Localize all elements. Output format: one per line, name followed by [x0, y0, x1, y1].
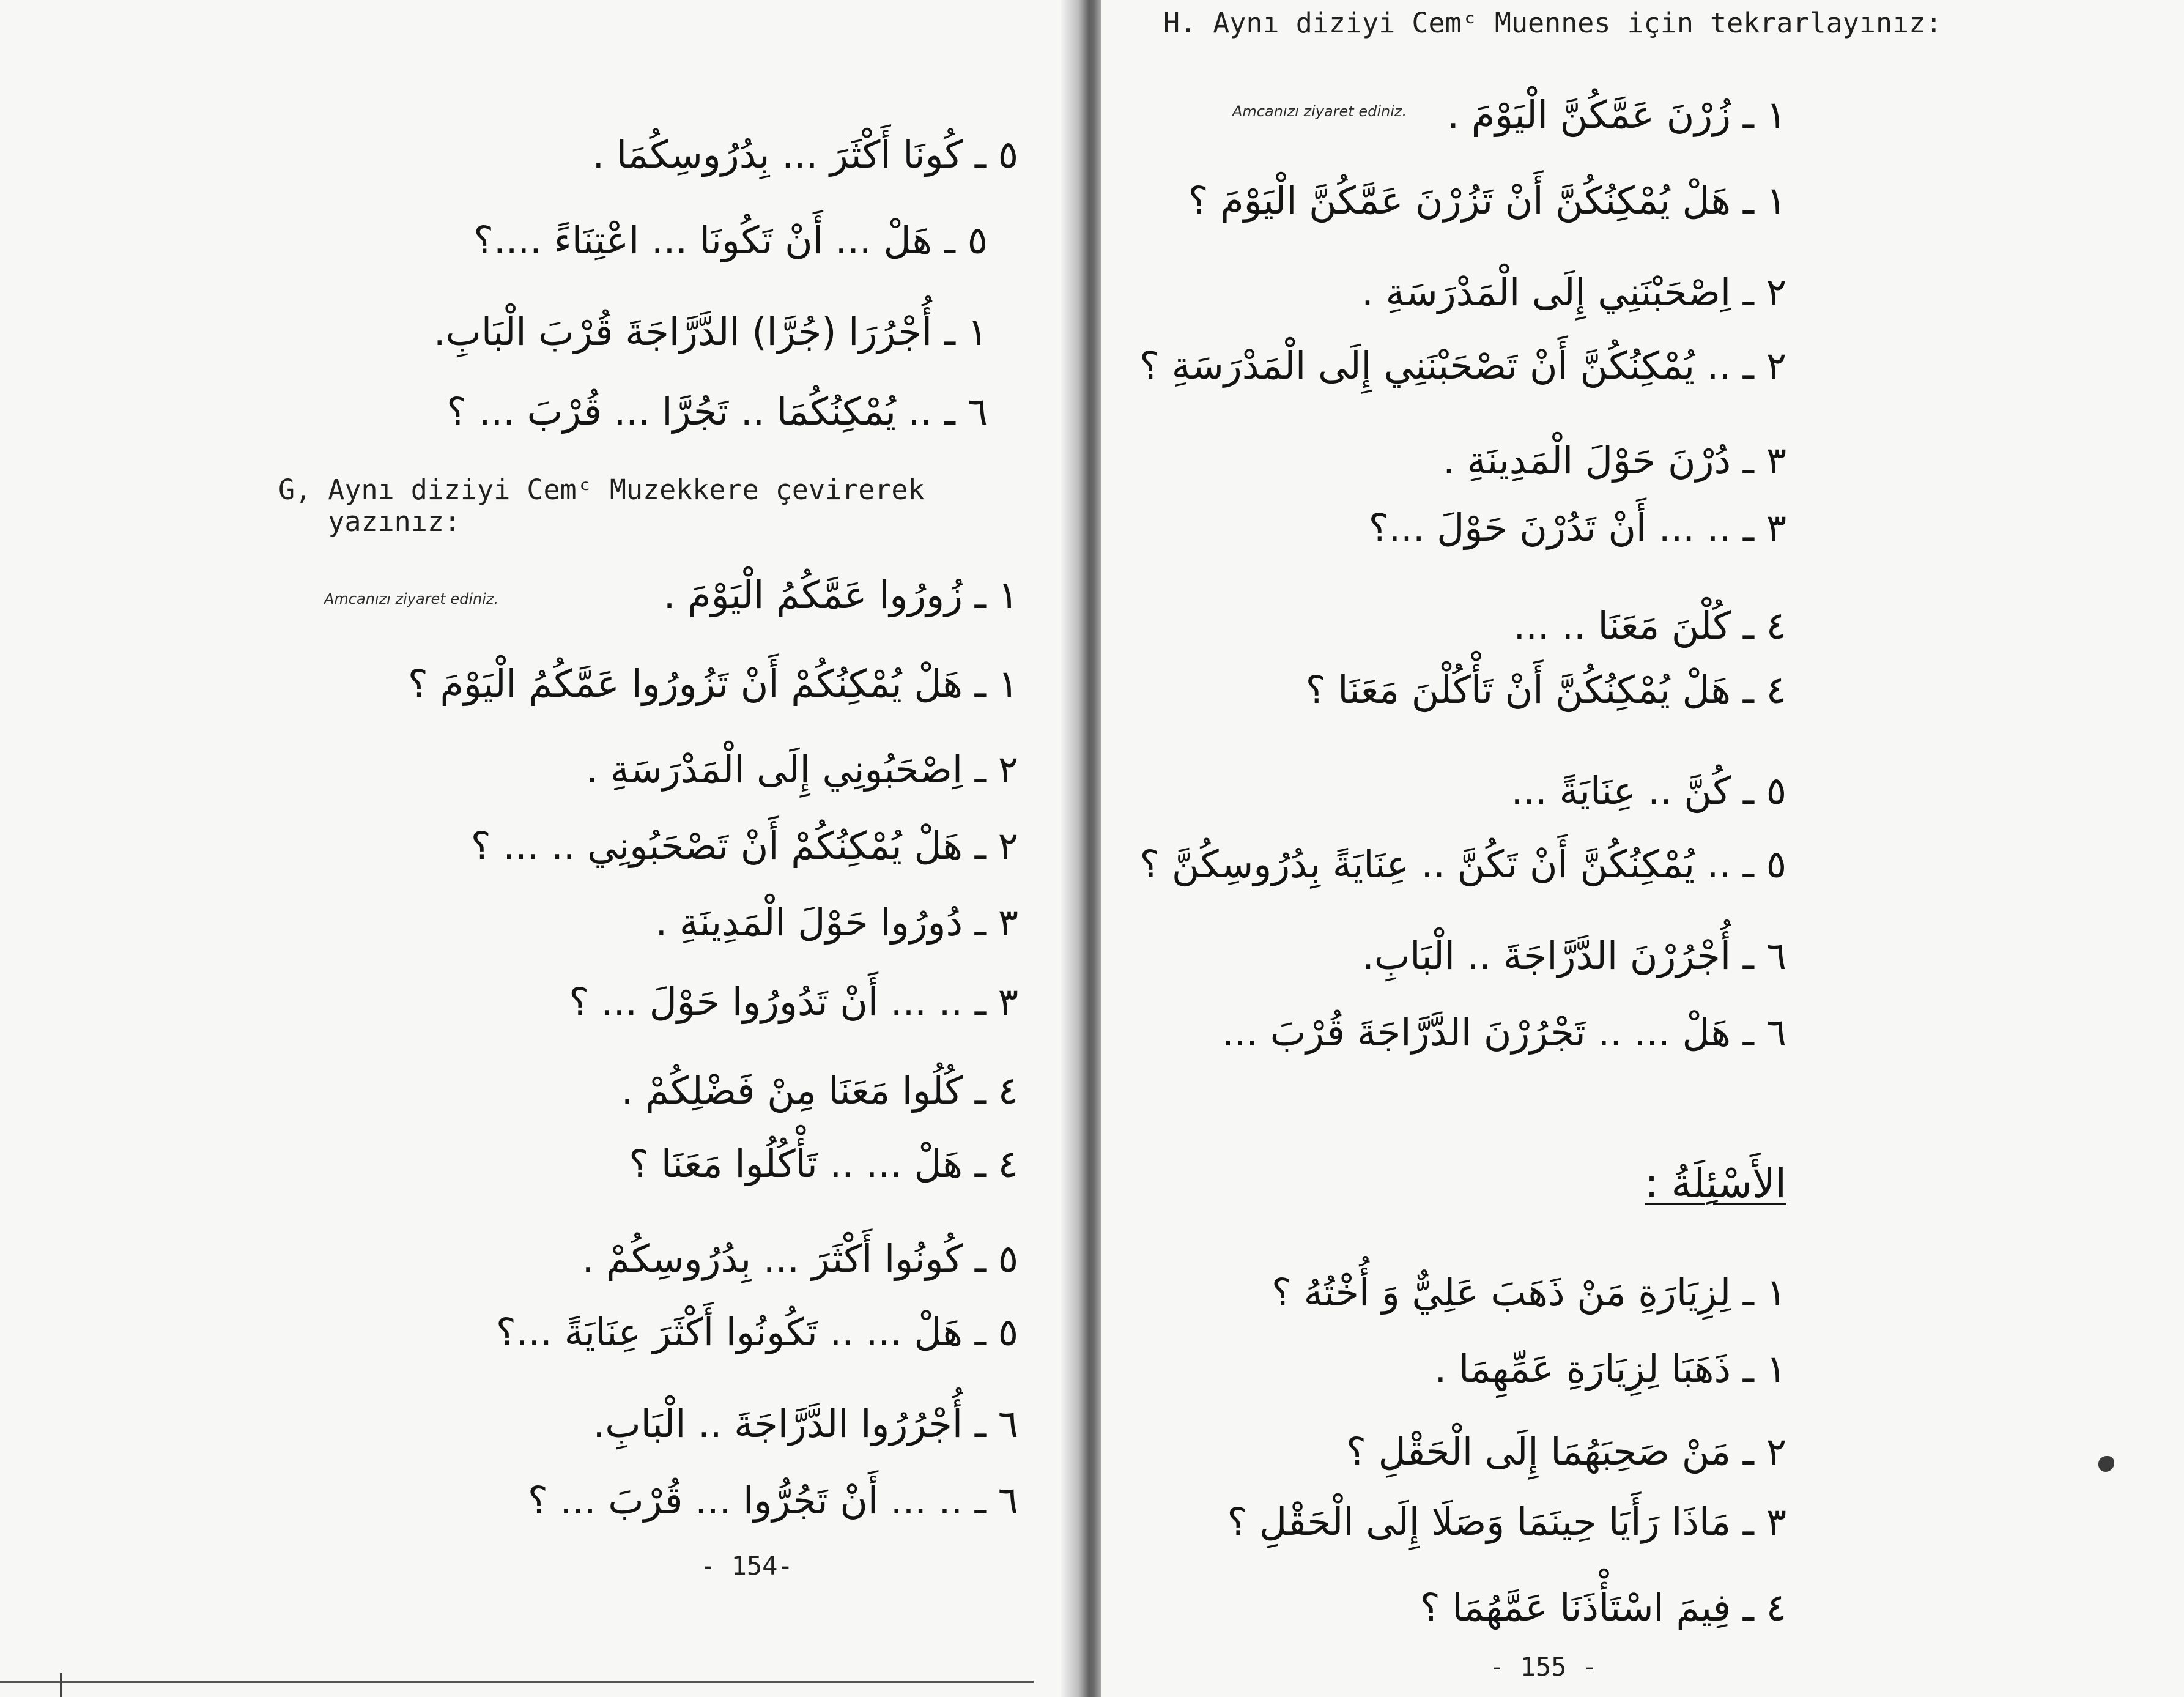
section-heading-g: G, Aynı diziyi Cemᶜ Muzekkere çevirerek yazınız: — [278, 473, 925, 538]
exercise-line: ١ ـ زُورُوا عَمَّكُمُ الْيَوْمَ . — [663, 573, 1018, 617]
exercise-line: ١ ـ زُرْنَ عَمَّكُنَّ الْيَوْمَ . — [1447, 92, 1786, 137]
right-page — [1101, 0, 2184, 1697]
exercise-line: ٦ ـ هَلْ ... .. تَجْرُرْنَ الدَّرَّاجَةَ قُرْبَ ... — [1221, 1010, 1786, 1055]
exercise-line: ٤ ـ كُلْنَ مَعَنَا .. ... — [1513, 603, 1786, 648]
exercise-line: ٣ ـ دُورُوا حَوْلَ الْمَدِينَةِ . — [655, 900, 1018, 945]
handwritten-note: Amcanızı ziyaret ediniz. — [1232, 103, 1407, 120]
exercise-line: ٦ ـ .. ... أَنْ تَجُرُّوا ... قُرْبَ ... ؟ — [527, 1478, 1018, 1523]
questions-title: الأَسْئِلَةُ : — [1645, 1160, 1786, 1207]
arabic-line: ٦ ـ .. يُمْكِنُكُمَا .. تَجُرَّا ... قُرْبَ ... ؟ — [446, 389, 988, 434]
exercise-line: ٦ ـ أُجْرُرْنَ الدَّرَّاجَةَ .. الْبَابِ. — [1362, 934, 1786, 978]
exercise-line: ٣ ـ .. ... أَنْ تَدُرْنَ حَوْلَ ...؟ — [1368, 505, 1786, 550]
question-line: ٢ ـ مَنْ صَحِبَهُمَا إِلَى الْحَقْلِ ؟ — [1346, 1429, 1786, 1474]
page-edge-line — [0, 1681, 1034, 1683]
page-number: - 155 - — [1489, 1652, 1598, 1682]
exercise-line: ٢ ـ هَلْ يُمْكِنُكُمْ أَنْ تَصْحَبُونِي .. ... ؟ — [470, 823, 1018, 868]
exercise-line: ٤ ـ كُلُوا مَعَنَا مِنْ فَضْلِكُمْ . — [621, 1068, 1018, 1113]
exercise-line: ٣ ـ دُرْنَ حَوْلَ الْمَدِينَةِ . — [1443, 438, 1786, 483]
exercise-line: ٢ ـ .. يُمْكِنُكُنَّ أَنْ تَصْحَبْنَنِي إِلَى الْمَدْرَسَةِ ؟ — [1139, 343, 1786, 388]
exercise-line: ٦ ـ أُجْرُرُوا الدَّرَّاجَةَ .. الْبَابِ. — [593, 1402, 1018, 1446]
arabic-line: ٥ ـ كُونَا أَكْثَرَ ... بِدُرُوسِكُمَا . — [592, 132, 1018, 177]
section-heading-h: H. Aynı diziyi Cemᶜ Muennes için tekrarlayınız: — [1163, 7, 1942, 39]
question-line: ٤ ـ فِيمَ اسْتَأْذَنَا عَمَّهُمَا ؟ — [1420, 1585, 1786, 1630]
page-edge-tick — [60, 1673, 62, 1697]
arabic-line: ١ ـ أُجْرُرَا (جُرَّا) الدَّرَّاجَةَ قُرْبَ الْبَابِ. — [433, 310, 988, 354]
exercise-line: ٤ ـ هَلْ يُمْكِنُكُنَّ أَنْ تَأْكُلْنَ مَعَنَا ؟ — [1305, 667, 1786, 712]
left-page — [0, 0, 1079, 1697]
question-line: ٣ ـ مَاذَا رَأَيَا حِينَمَا وَصَلَا إِلَى الْحَقْلِ ؟ — [1227, 1499, 1786, 1544]
exercise-line: ٣ ـ .. ... أَنْ تَدُورُوا حَوْلَ ... ؟ — [569, 979, 1018, 1024]
exercise-line: ٥ ـ .. يُمْكِنُكُنَّ أَنْ تَكُنَّ .. عِنَايَةً بِدُرُوسِكُنَّ ؟ — [1139, 842, 1786, 886]
exercise-line: ٢ ـ اِصْحَبُونِي إِلَى الْمَدْرَسَةِ . — [586, 747, 1018, 792]
exercise-line: ٢ ـ اِصْحَبْنَنِي إِلَى الْمَدْرَسَةِ . — [1361, 270, 1786, 314]
page-number: - 154- — [700, 1551, 793, 1581]
exercise-line: ١ ـ هَلْ يُمْكِنُكُمْ أَنْ تَزُورُوا عَمَّكُمُ الْيَوْمَ ؟ — [407, 661, 1018, 706]
exercise-line: ٥ ـ كُنَّ .. عِنَايَةً ... — [1511, 768, 1786, 813]
exercise-line: ٥ ـ كُونُوا أَكْثَرَ ... بِدُرُوسِكُمْ . — [582, 1236, 1018, 1281]
question-line: ١ ـ لِزِيَارَةِ مَنْ ذَهَبَ عَلِيٌّ وَ أُخْتُهُ ؟ — [1272, 1270, 1786, 1315]
exercise-line: ٥ ـ هَلْ ... .. تَكُونُوا أَكْثَرَ عِنَايَةً ...؟ — [495, 1310, 1018, 1354]
exercise-line: ١ ـ هَلْ يُمْكِنُكُنَّ أَنْ تَزُرْنَ عَمَّكُنَّ الْيَوْمَ ؟ — [1188, 178, 1786, 223]
exercise-line: ٤ ـ هَلْ ... .. تَأْكُلُوا مَعَنَا ؟ — [629, 1142, 1018, 1186]
handwritten-note: Amcanızı ziyaret ediniz. — [324, 590, 499, 607]
question-line: ١ ـ ذَهَبَا لِزِيَارَةِ عَمِّهِمَا . — [1434, 1346, 1786, 1391]
arabic-line: ٥ ـ هَلْ ... أَنْ تَكُونَا ... اعْتِنَاءً ....؟ — [473, 218, 988, 262]
